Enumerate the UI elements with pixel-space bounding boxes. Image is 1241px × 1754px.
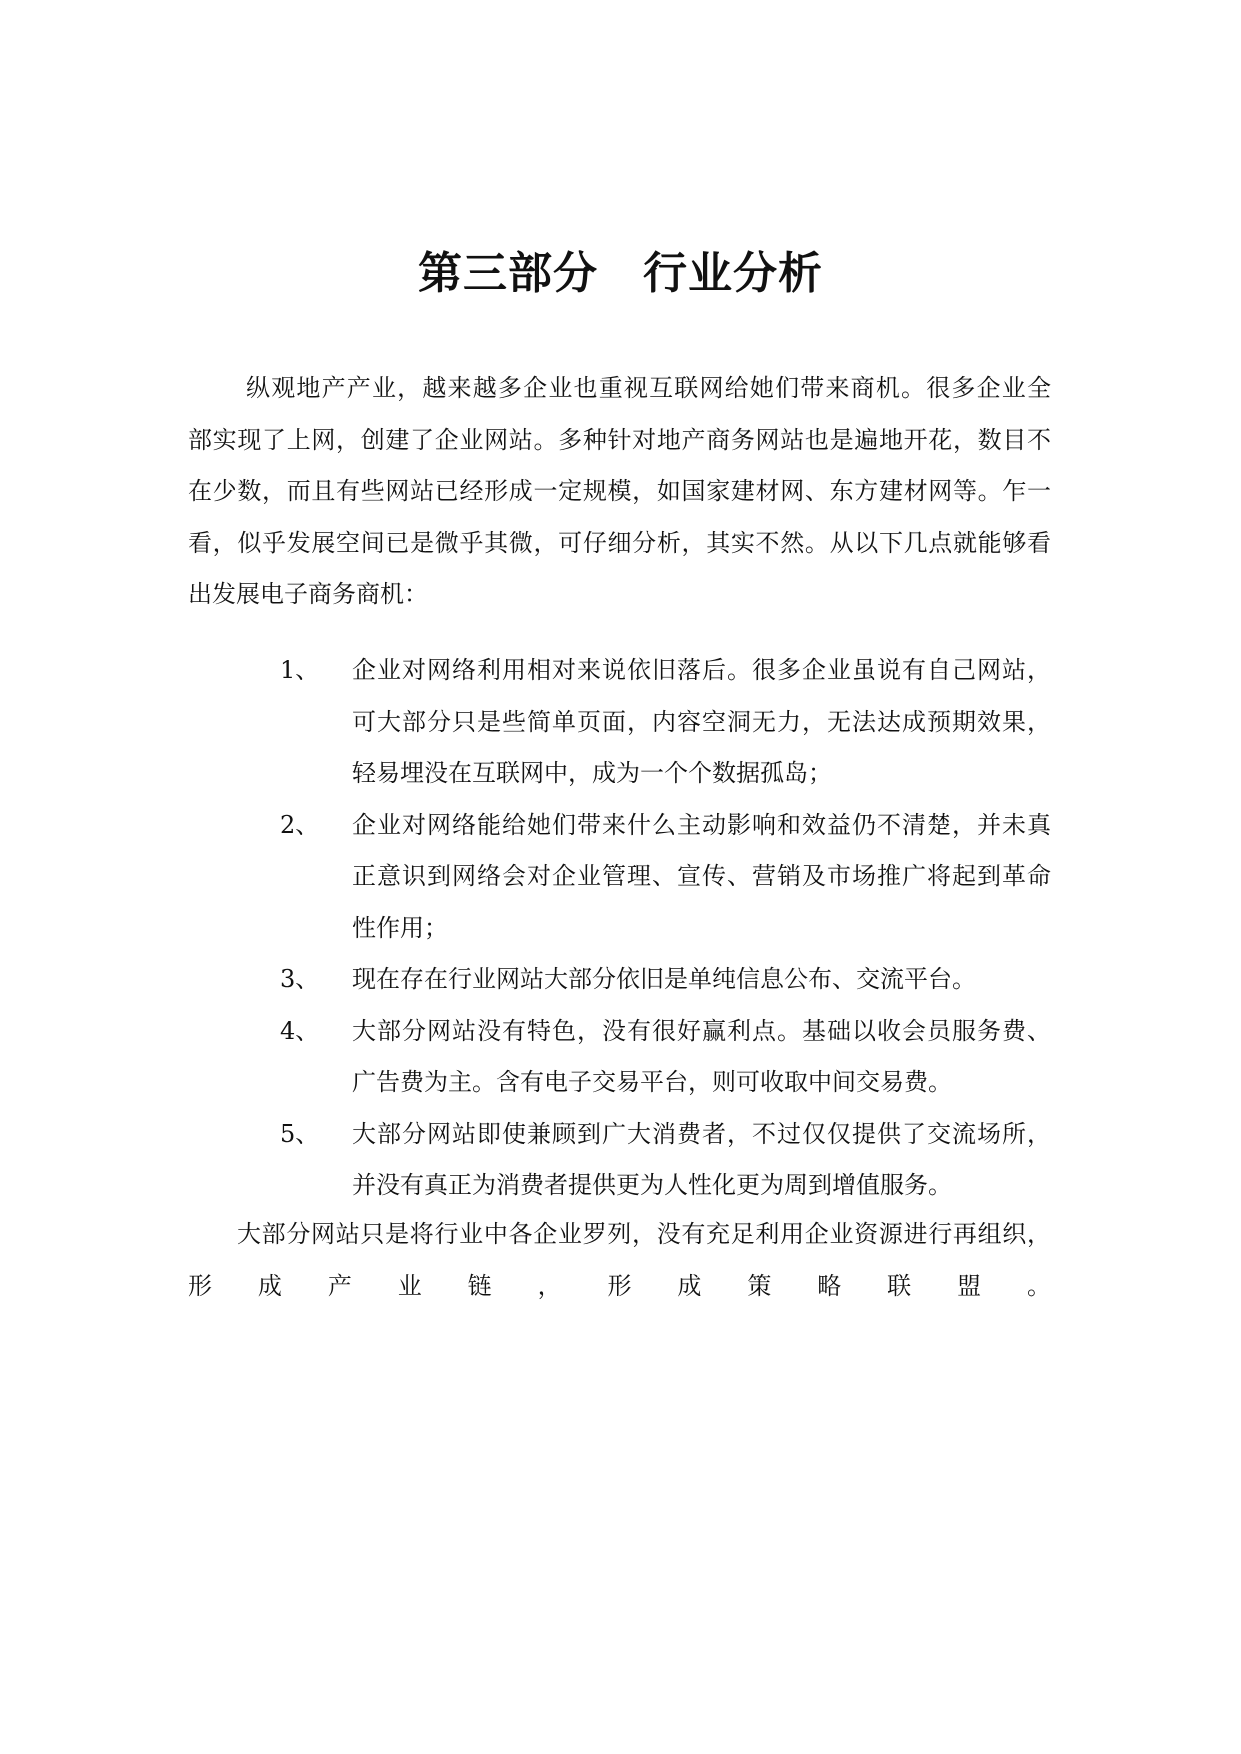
intro-line: 看，似乎发展空间已是微乎其微，可仔细分析，其实不然。从以下几点就能够看	[188, 528, 1051, 557]
list-item-line: 现在存在行业网站大部分依旧是单纯信息公布、交流平台。	[352, 965, 976, 993]
intro-line: 纵观地产产业，越来越多企业也重视互联网给她们带来商机。很多企业全	[246, 374, 1051, 402]
list-item	[188, 800, 1051, 955]
list-item-number: 3、	[280, 965, 320, 993]
list-item-number: 4、	[280, 1016, 320, 1045]
closing-paragraph	[188, 1209, 1051, 1312]
list-item	[188, 954, 1051, 1006]
list-item-line: 广告费为主。含有电子交易平台，则可收取中间交易费。	[352, 1068, 952, 1096]
closing-line: 大部分网站只是将行业中各企业罗列，没有充足利用企业资源进行再组织，	[237, 1220, 1051, 1248]
list-item-line: 正意识到网络会对企业管理、宣传、营销及市场推广将起到革命	[352, 862, 1051, 890]
list-item-line: 并没有真正为消费者提供更为人性化更为周到增值服务。	[352, 1171, 952, 1199]
intro-line: 部实现了上网，创建了企业网站。多种针对地产商务网站也是遍地开花，数目不	[188, 425, 1051, 454]
intro-line: 出发展电子商务商机：	[188, 580, 428, 608]
list-item-number: 1、	[280, 656, 320, 684]
numbered-list	[188, 645, 1051, 1212]
list-item-number: 5、	[280, 1119, 320, 1148]
list-item	[188, 645, 1051, 800]
list-item-line: 大部分网站没有特色，没有很好赢利点。基础以收会员服务费、	[352, 1016, 1051, 1045]
list-item-number: 2、	[280, 810, 320, 839]
page-title: 第三部分 行业分析	[418, 248, 823, 299]
list-item-line: 企业对网络利用相对来说依旧落后。很多企业虽说有自己网站，	[352, 656, 1051, 684]
list-item-line: 性作用；	[352, 913, 448, 942]
intro-line: 在少数，而且有些网站已经形成一定规模，如国家建材网、东方建材网等。乍一	[188, 477, 1051, 505]
closing-line: 形成产业链，形成策略联盟。	[188, 1271, 1051, 1300]
list-item-line: 企业对网络能给她们带来什么主动影响和效益仍不清楚，并未真	[352, 810, 1051, 839]
list-item	[188, 1109, 1051, 1212]
list-item-line: 可大部分只是些简单页面，内容空洞无力，无法达成预期效果，	[352, 707, 1051, 736]
list-item-line: 轻易埋没在互联网中，成为一个个数据孤岛；	[352, 759, 832, 787]
list-item	[188, 1006, 1051, 1109]
intro-paragraph	[188, 363, 1051, 621]
list-item-line: 大部分网站即使兼顾到广大消费者，不过仅仅提供了交流场所，	[352, 1119, 1051, 1148]
